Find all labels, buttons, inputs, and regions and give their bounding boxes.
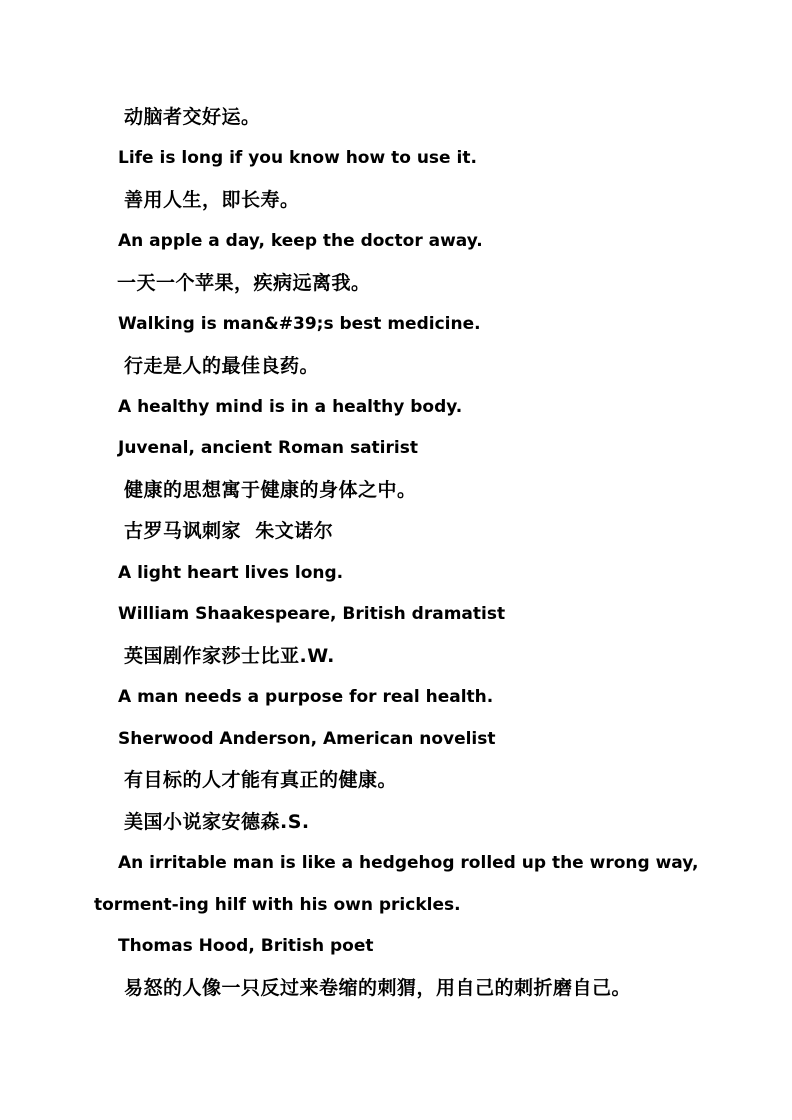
text-line-chinese: 健康的思想寓于健康的身体之中。	[124, 479, 417, 501]
text-line-english: Life is long if you know how to use it.	[118, 148, 477, 168]
text-line-chinese-attribution: 美国小说家安德森.S.	[124, 811, 310, 833]
text-line-chinese: 行走是人的最佳良药。	[124, 355, 320, 377]
text-line-chinese-attribution: 古罗马讽刺家 朱文诺尔	[124, 520, 334, 542]
text-line-attribution: Juvenal, ancient Roman satirist	[118, 438, 418, 458]
text-line-english: An apple a day, keep the doctor away.	[118, 231, 483, 251]
text-line-chinese: 动脑者交好运。	[124, 106, 261, 128]
text-line-english: A light heart lives long.	[118, 563, 344, 583]
text-line-english: An irritable man is like a hedgehog rolled up the wrong way,	[118, 853, 699, 873]
text-line-attribution: Thomas Hood, British poet	[118, 936, 374, 956]
text-line-attribution: William Shaakespeare, British dramatist	[118, 604, 506, 624]
text-line-chinese-attribution: 英国剧作家莎士比亚.W.	[124, 645, 335, 667]
text-line-chinese: 易怒的人像一只反过来卷缩的刺猬，用自己的刺折磨自己。	[124, 977, 632, 999]
text-line-chinese: 有目标的人才能有真正的健康。	[124, 769, 398, 791]
text-line-attribution: Sherwood Anderson, American novelist	[118, 729, 496, 749]
text-line-english: Walking is man&#39;s best medicine.	[118, 314, 481, 334]
text-line-chinese: 善用人生，即长寿。	[124, 189, 300, 211]
text-line-english: A healthy mind is in a healthy body.	[118, 397, 463, 417]
text-line-chinese: 一天一个苹果，疾病远离我。	[117, 272, 371, 294]
text-line-english-continued: torment-ing hilf with his own prickles.	[94, 895, 461, 915]
text-line-english: A man needs a purpose for real health.	[118, 687, 494, 707]
